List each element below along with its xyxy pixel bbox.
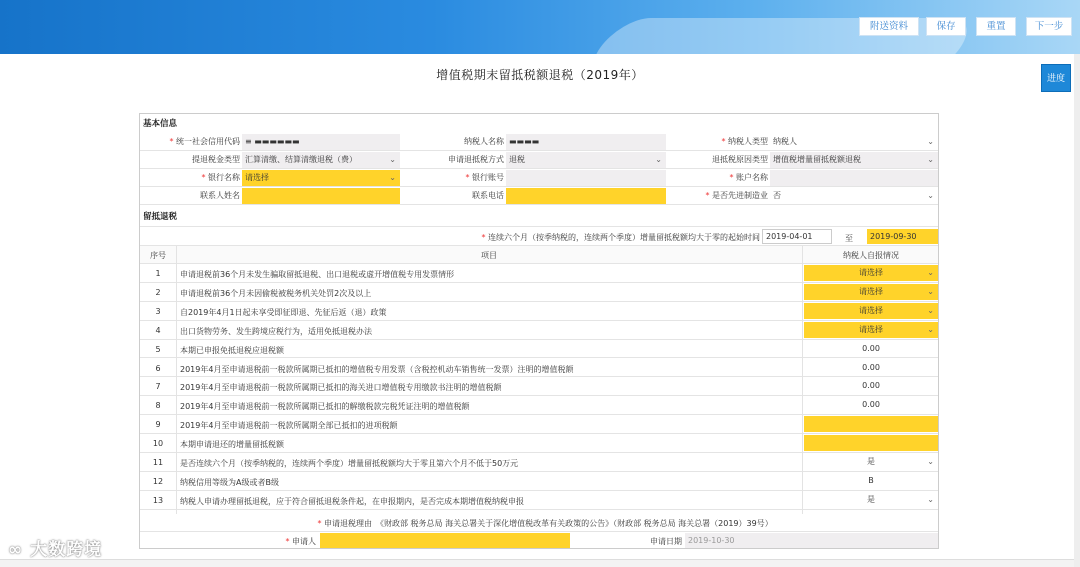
refund-type-label: 提退税金类型 [192,155,240,164]
status-text: 0.00 [862,381,880,391]
taxpayer-type-label: * 纳税人类型 [721,137,768,146]
table-divider [802,246,803,514]
table-row [140,434,939,453]
table-row [140,472,939,491]
period-end-field[interactable]: 2019-09-30 [867,229,939,244]
table-row [140,491,939,510]
status-select[interactable] [804,284,938,300]
attach-button[interactable]: 附送资料 [859,17,919,36]
row-number: 12 [152,476,164,486]
applicant-field[interactable] [320,533,570,549]
chevron-down-icon: ⌄ [927,305,934,315]
status-select[interactable] [804,322,938,338]
status-select[interactable] [804,492,938,508]
header-banner [0,0,1080,54]
period-start-field[interactable]: 2019-04-01 [762,229,832,244]
advanced-mfg-label: * 是否先进制造业 [705,191,768,200]
table-row [140,396,939,415]
row-item: 申请退税前36个月未因偷税被税务机关处罚2次及以上 [180,288,372,298]
table-row [140,415,939,434]
horizontal-scrollbar[interactable] [0,559,1074,567]
credit-code-field[interactable]: ≡ ▬▬▬▬▬▬ [242,134,400,150]
watermark-logo: ∞ 大数跨境 [8,540,103,560]
account-name-label: * 账户名称 [729,173,768,182]
row-number: 3 [155,306,161,316]
row-item: 出口货物劳务、发生跨境应税行为，适用免抵退税办法 [180,326,372,336]
table-divider [176,246,177,514]
row-number: 2 [155,287,161,297]
chevron-down-icon: ⌄ [927,324,934,334]
reason-row [140,514,939,532]
section-refund-title: 留抵退税 [143,212,178,222]
status-text: 请选择 [859,268,883,277]
status-select[interactable] [804,303,938,319]
vertical-scrollbar[interactable] [1074,54,1080,567]
row-number: 6 [155,363,161,373]
refund-reason-label: 退抵税原因类型 [712,155,768,164]
reset-button[interactable]: 重置 [976,17,1016,36]
offset-method-select[interactable]: 退税 ⌄ [506,152,666,168]
status-text: 请选择 [859,286,883,296]
refund-type-select[interactable]: 汇算清缴、结算清缴退税（费） ⌄ [242,152,400,168]
status-text: 0.00 [862,343,880,353]
table-row [140,359,939,378]
taxpayer-name-field[interactable]: ▬▬▬▬ [506,134,666,150]
status-text: 请选择 [859,305,883,315]
table-row [140,340,939,359]
taxpayer-name-label: 纳税人名称 [464,137,504,146]
table-row [140,302,939,321]
row-item: 是否连续六个月（按季纳税的，连续两个季度）增量留抵税额均大于零且第六个月不低于50万元 [180,459,519,468]
chevron-down-icon: ⌄ [389,173,396,182]
phone-field[interactable] [506,188,666,204]
status-text: 是 [867,494,875,504]
period-to-label: 至 [845,234,853,243]
advanced-mfg-select[interactable]: 否 ⌄ [770,188,938,204]
reason-label: * 申请退税理由 [317,519,372,528]
row-item: 2019年4月至申请退税前一税款所属期已抵扣的增值税专用发票（含税控机动车销售统一发票）注明的增值税额 [180,364,574,374]
row-item: 2019年4月至申请退税前一税款所属期已抵扣的解缴税款完税凭证注明的增值税额 [180,402,470,412]
basic-row-2 [140,151,939,169]
row-item: 申请退税前36个月未发生骗取留抵退税、出口退税或虚开增值税专用发票情形 [180,270,455,279]
row-item: 2019年4月至申请退税前一税款所属期已抵扣的海关进口增值税专用缴款书注明的增值税额 [180,383,502,393]
status-value [804,397,938,413]
row-item: 2019年4月至申请退税前一税款所属期全部已抵扣的进项税额 [180,421,398,431]
period-label: * 连续六个月（按季纳税的，连续两个季度）增量留抵税额均大于零的起始时间 [481,233,760,242]
bank-account-label: * 银行账号 [465,173,504,182]
offset-method-label: 申请退抵税方式 [448,155,504,164]
row-item: 纳税人申请办理留抵退税，应于符合留抵退税条件起，在申报期内，是否完成本期增值税纳税申报 [180,496,524,506]
row-number: 11 [152,458,164,467]
col-item-header: 项目 [481,251,497,260]
date-field[interactable]: 2019-10-30 [685,533,939,549]
row-number: 8 [155,401,161,411]
col-no-header: 序号 [150,251,166,260]
table-row [140,264,939,283]
bank-account-field[interactable] [506,170,666,186]
row-number: 4 [155,325,161,335]
row-number: 7 [155,382,161,392]
credit-code-label: * 统一社会信用代码 [169,137,240,146]
applicant-row [140,532,939,549]
row-item: 自2019年4月1日起未享受即征即退、先征后返（退）政策 [180,307,387,317]
table-header [140,246,939,264]
status-text: 是 [867,457,875,466]
row-item: 本期已申报免抵退税应退税额 [180,345,284,355]
phone-label: 联系电话 [472,191,504,200]
date-label: 申请日期 [650,537,682,546]
status-select[interactable] [804,454,938,470]
chevron-down-icon: ⌄ [927,268,934,277]
chevron-down-icon: ⌄ [927,494,934,504]
row-item: 本期申请退还的增量留抵税额 [180,440,284,450]
refund-reason-select[interactable]: 增值税增量留抵税额退税 ⌄ [770,152,938,168]
status-text: 0.00 [862,400,880,410]
taxpayer-type-select[interactable]: 纳税人 ⌄ [770,134,938,150]
status-select[interactable] [804,265,938,281]
bank-name-select[interactable]: 请选择 ⌄ [242,170,400,186]
table-row [140,453,939,472]
status-value [804,341,938,357]
row-number: 9 [155,420,161,430]
reason-value: 《财政部 税务总局 海关总署关于深化增值税改革有关政策的公告》（财政部 税务总局 海关总署（2019）39号） [376,519,773,528]
status-value [804,378,938,394]
status-input[interactable] [804,435,938,451]
row-number: 10 [152,439,164,449]
chevron-down-icon: ⌄ [927,191,934,200]
basic-row-1 [140,133,939,151]
col-status-header: 纳税人自报情况 [843,251,899,260]
chevron-down-icon: ⌄ [655,155,662,164]
row-number: 1 [155,269,161,278]
form-panel [139,113,939,549]
account-name-field[interactable] [770,170,938,186]
status-input[interactable] [804,416,938,432]
status-value [804,473,938,489]
section-basic-title: 基本信息 [143,119,178,129]
chevron-down-icon: ⌄ [927,457,934,466]
status-text: B [868,475,874,485]
chevron-down-icon: ⌄ [927,286,934,296]
table-row [140,283,939,302]
chevron-down-icon: ⌄ [927,137,934,146]
progress-button[interactable]: 进度 [1041,64,1071,92]
row-number: 13 [152,495,164,505]
chevron-down-icon: ⌄ [389,155,396,164]
status-text: 请选择 [859,324,883,334]
table-row [140,321,939,340]
basic-row-4 [140,187,939,205]
applicant-label: * 申请人 [285,537,316,546]
chevron-down-icon: ⌄ [927,155,934,164]
basic-row-3 [140,169,939,187]
contact-field[interactable] [242,188,400,204]
bank-name-label: * 银行名称 [201,173,240,182]
banner-decoration [579,18,981,54]
table-row [140,377,939,396]
status-value [804,360,938,376]
period-row [140,226,939,246]
status-text: 0.00 [862,362,880,372]
contact-label: 联系人姓名 [200,191,240,200]
save-button[interactable]: 保存 [926,17,966,36]
page-title: 增值税期末留抵税额退税（2019年） [436,68,644,82]
row-number: 5 [155,344,161,354]
next-button[interactable]: 下一步 [1026,17,1072,36]
row-item: 纳税信用等级为A级或者B级 [180,477,279,487]
